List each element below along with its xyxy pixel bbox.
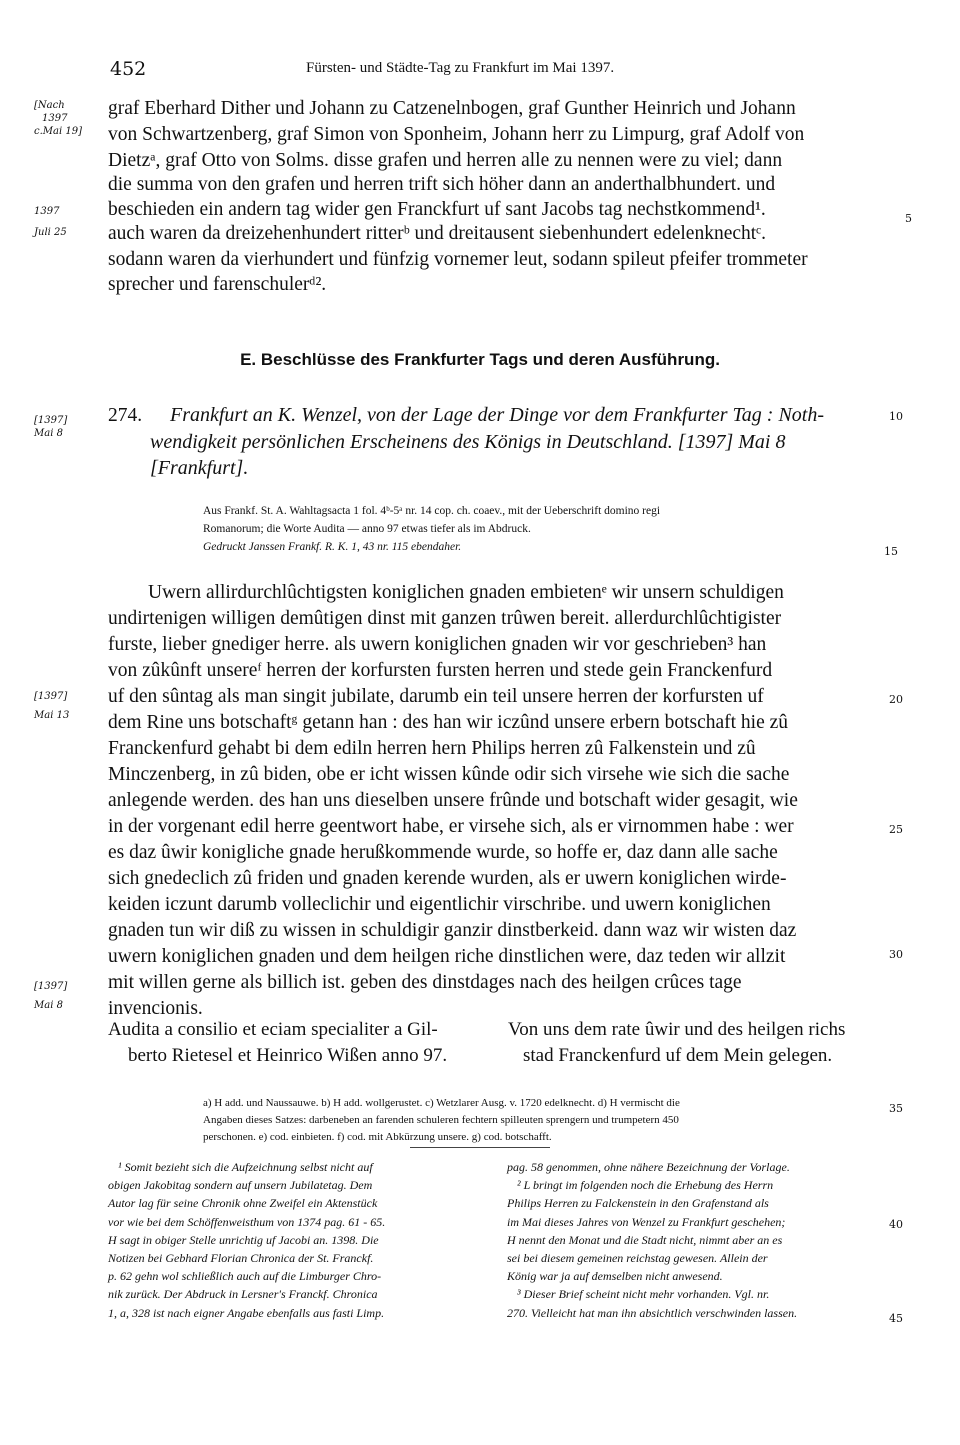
text-line: furste, lieber gnediger herre. als uwern koniglichen gnaden wir vor geschrieben³ han [108, 634, 767, 655]
text-line: graf Eberhard Dither und Johann zu Catzenelnbogen, graf Gunther Heinrich und Johann [108, 98, 796, 119]
margin-note-date: [1397] Mai 13 [34, 691, 70, 721]
text-line: Dietzᵃ, graf Otto von Solms. disse grafen und herren alle zu nennen were zu viel; dann [108, 150, 783, 171]
footnotes-left: ¹ Somit bezieht sich die Aufzeichnung selbst nicht auf obigen Jakobitag sondern auf unsern Jubilatetag. Dem Autor lag für seine Chronik ohne Zweifel ein Aktenstück vor wie bei dem Schöffenweisthum von 1374 pag. 61 - 65. H sagt in obiger Stelle unrichtig uf Jacobi an. 1398. Die Notizen bei Gebhard Florian Chronica der St. Franckf. p. 62 gehn wol schließlich auch auf die Limburger Chro- nik zurück. Der Abdruck in Lersner's Franckf. Chronica 1, a, 328 ist nach eigner Angabe ebenfalls aus fasti Limp. [108, 1160, 386, 1320]
text-line: Uwern allirdurchlûchtigsten koniglichen gnaden embietenᵉ wir unsern schuldigen [148, 582, 784, 603]
text-line: invencionis. [108, 998, 203, 1019]
footnotes-right: pag. 58 genommen, ohne nähere Bezeichnung der Vorlage. ² L bringt im folgenden noch die Erhebung des Herrn Philips Herren zu Falckenstein in den Grafenstand als im Mai dieses Jahres von Wenzel zu Frankfurt geschehen; H nennt den Monat und die Stadt nicht, nimmt aber an es sei bei diesem gemeinen reichstag gewesen. Allein der König war ja auf demselben nicht anwesend. ³ Dieser Brief scheint nicht mehr vorhanden. Vgl. nr. 270. Vielleicht hat man ihn absichtlich verschwinden lassen. [507, 1160, 798, 1320]
text-line: von zûkûnft unsereᶠ herren der korfursten fursten herren und stede gein Franckenfurd [108, 660, 773, 681]
source-line: Gedruckt Janssen Frankf. R. K. 1, 43 nr. 115 ebendaher. [203, 541, 462, 553]
text-line: die summa von den grafen und herren trift sich höher dann an anderthalbhundert. und [108, 174, 776, 195]
page-number: 452 [110, 58, 147, 80]
text-line: berto Rietesel et Heinrico Wißen anno 97. [128, 1045, 448, 1066]
margin-note-date: [1397] Mai 8 [34, 981, 68, 1011]
apparatus-line: a) H add. und Naussauwe. b) H add. wollgerustet. c) Wetzlarer Ausg. v. 1720 edelknecht. d) H vermischt die [203, 1097, 680, 1109]
apparatus-line: Angaben dieses Satzes: darbeneben an farenden schuleren fechtern spilleuten sprengern und trumpetern 450 [203, 1114, 679, 1126]
text-line: uf den sûntag als man singit jubilate, darumb ein teil unsere herren der korfursten uf [108, 686, 764, 707]
text-line: es daz ûwir konigliche gnade herußkommende wurde, so hoffe er, daz dann alle sache [108, 842, 778, 863]
heading-line: wendigkeit persönlichen Erscheinens des Königs in Deutschland. [1397] Mai 8 [150, 431, 786, 453]
text-line: keiden iczunt darumb volleclichir und eigentlichir virschribe. und uwern koniglichen [108, 894, 771, 915]
text-line: mit willen gerne als billich ist. geben des dinstdages nach des heilgen crûces tage [108, 972, 742, 993]
line-number: 15 [884, 545, 898, 558]
running-title: Fürsten- und Städte-Tag zu Frankfurt im Mai 1397. [306, 60, 615, 76]
text-line: uwern koniglichen gnaden und dem heilgen riche dinstlichen were, daz teden wir allzit [108, 946, 786, 967]
document-number: 274. [108, 405, 143, 426]
text-line: auch waren da dreizehenhundert ritterᵇ und dreitausent siebenhundert edelenknechtᶜ. [108, 223, 767, 244]
text-line: Franckenfurd gehabt bi dem ediln herren hern Philips herren zû Falkenstein und zû [108, 738, 756, 759]
text-line: beschieden ein andern tag wider gen Franckfurt uf sant Jacobs tag nechstkommend¹. [108, 199, 766, 220]
text-line: in der vorgenant edil herre geentwort habe, er virsehe sich, als er virnommen habe : wer [108, 816, 794, 837]
section-title: E. Beschlüsse des Frankfurter Tags und deren Ausführung. [240, 350, 720, 369]
text-line: gnaden tun wir diß zu wissen in schuldigir ganzir dinstberkeid. dann waz wir wisten daz [108, 920, 797, 941]
line-number: 5 [905, 212, 912, 225]
line-number: 20 [889, 693, 903, 706]
text-line: von Schwartzenberg, graf Simon von Sponheim, Johann herr zu Limpurg, graf Adolf von [108, 124, 805, 145]
margin-note-date: [1397] Mai 8 [34, 415, 68, 439]
line-number: 45 [889, 1312, 903, 1325]
text-line: sich gnedeclich zû friden und gnaden kerende wurden, als er uwern koniglichen wirde- [108, 868, 787, 889]
heading-line: [Frankfurt]. [150, 457, 249, 479]
line-number: 30 [889, 948, 903, 961]
heading-line: Frankfurt an K. Wenzel, von der Lage der Dinge vor dem Frankfurter Tag : Noth- [170, 404, 825, 426]
divider [410, 1147, 550, 1148]
source-line: Aus Frankf. St. A. Wahltagsacta 1 fol. 4ᵇ-5ᵃ nr. 14 cop. ch. coaev., mit der Ueberschrift domino regi [203, 505, 661, 517]
apparatus-line: perschonen. e) cod. einbieten. f) cod. mit Abkürzung unsere. g) cod. botschafft. [203, 1131, 552, 1143]
margin-note-date: 1397 Juli 25 [34, 206, 67, 238]
text-line: Minczenberg, in zû biden, obe er icht wissen kûnde odir sich virsehe wie sich die sache [108, 764, 790, 785]
text-line: anlegende werden. des han uns dieselben unsere frûnde und botschaft wider gesagit, wie [108, 790, 798, 811]
text-line: dem Rine uns botschaftᵍ getann han : des han wir iczûnd unsere erbern botschaft hie zû [108, 712, 789, 733]
text-line: Von uns dem rate ûwir und des heilgen richs [508, 1019, 846, 1040]
line-number: 25 [889, 823, 903, 836]
text-line: Audita a consilio et eciam specialiter a Gil- [108, 1019, 438, 1040]
source-line: Romanorum; die Worte Audita — anno 97 etwas tiefer als im Abdruck. [203, 523, 531, 535]
line-number: 35 [889, 1102, 903, 1115]
text-line: sprecher und farenschulerᵈ². [108, 274, 327, 295]
text-line: undirtenigen willigen demûtigen dinst mit ganzen trûwen bereit. allerdurchlûchtigister [108, 608, 782, 629]
margin-note-date: [Nach 1397 c.Mai 19] [34, 100, 82, 137]
line-number: 10 [889, 410, 903, 423]
text-line: stad Franckenfurd uf dem Mein gelegen. [523, 1045, 833, 1066]
line-number: 40 [889, 1218, 903, 1231]
text-line: sodann waren da vierhundert und fünfzig vornemer leut, sodann spileut pfeifer trommeter [108, 249, 808, 270]
